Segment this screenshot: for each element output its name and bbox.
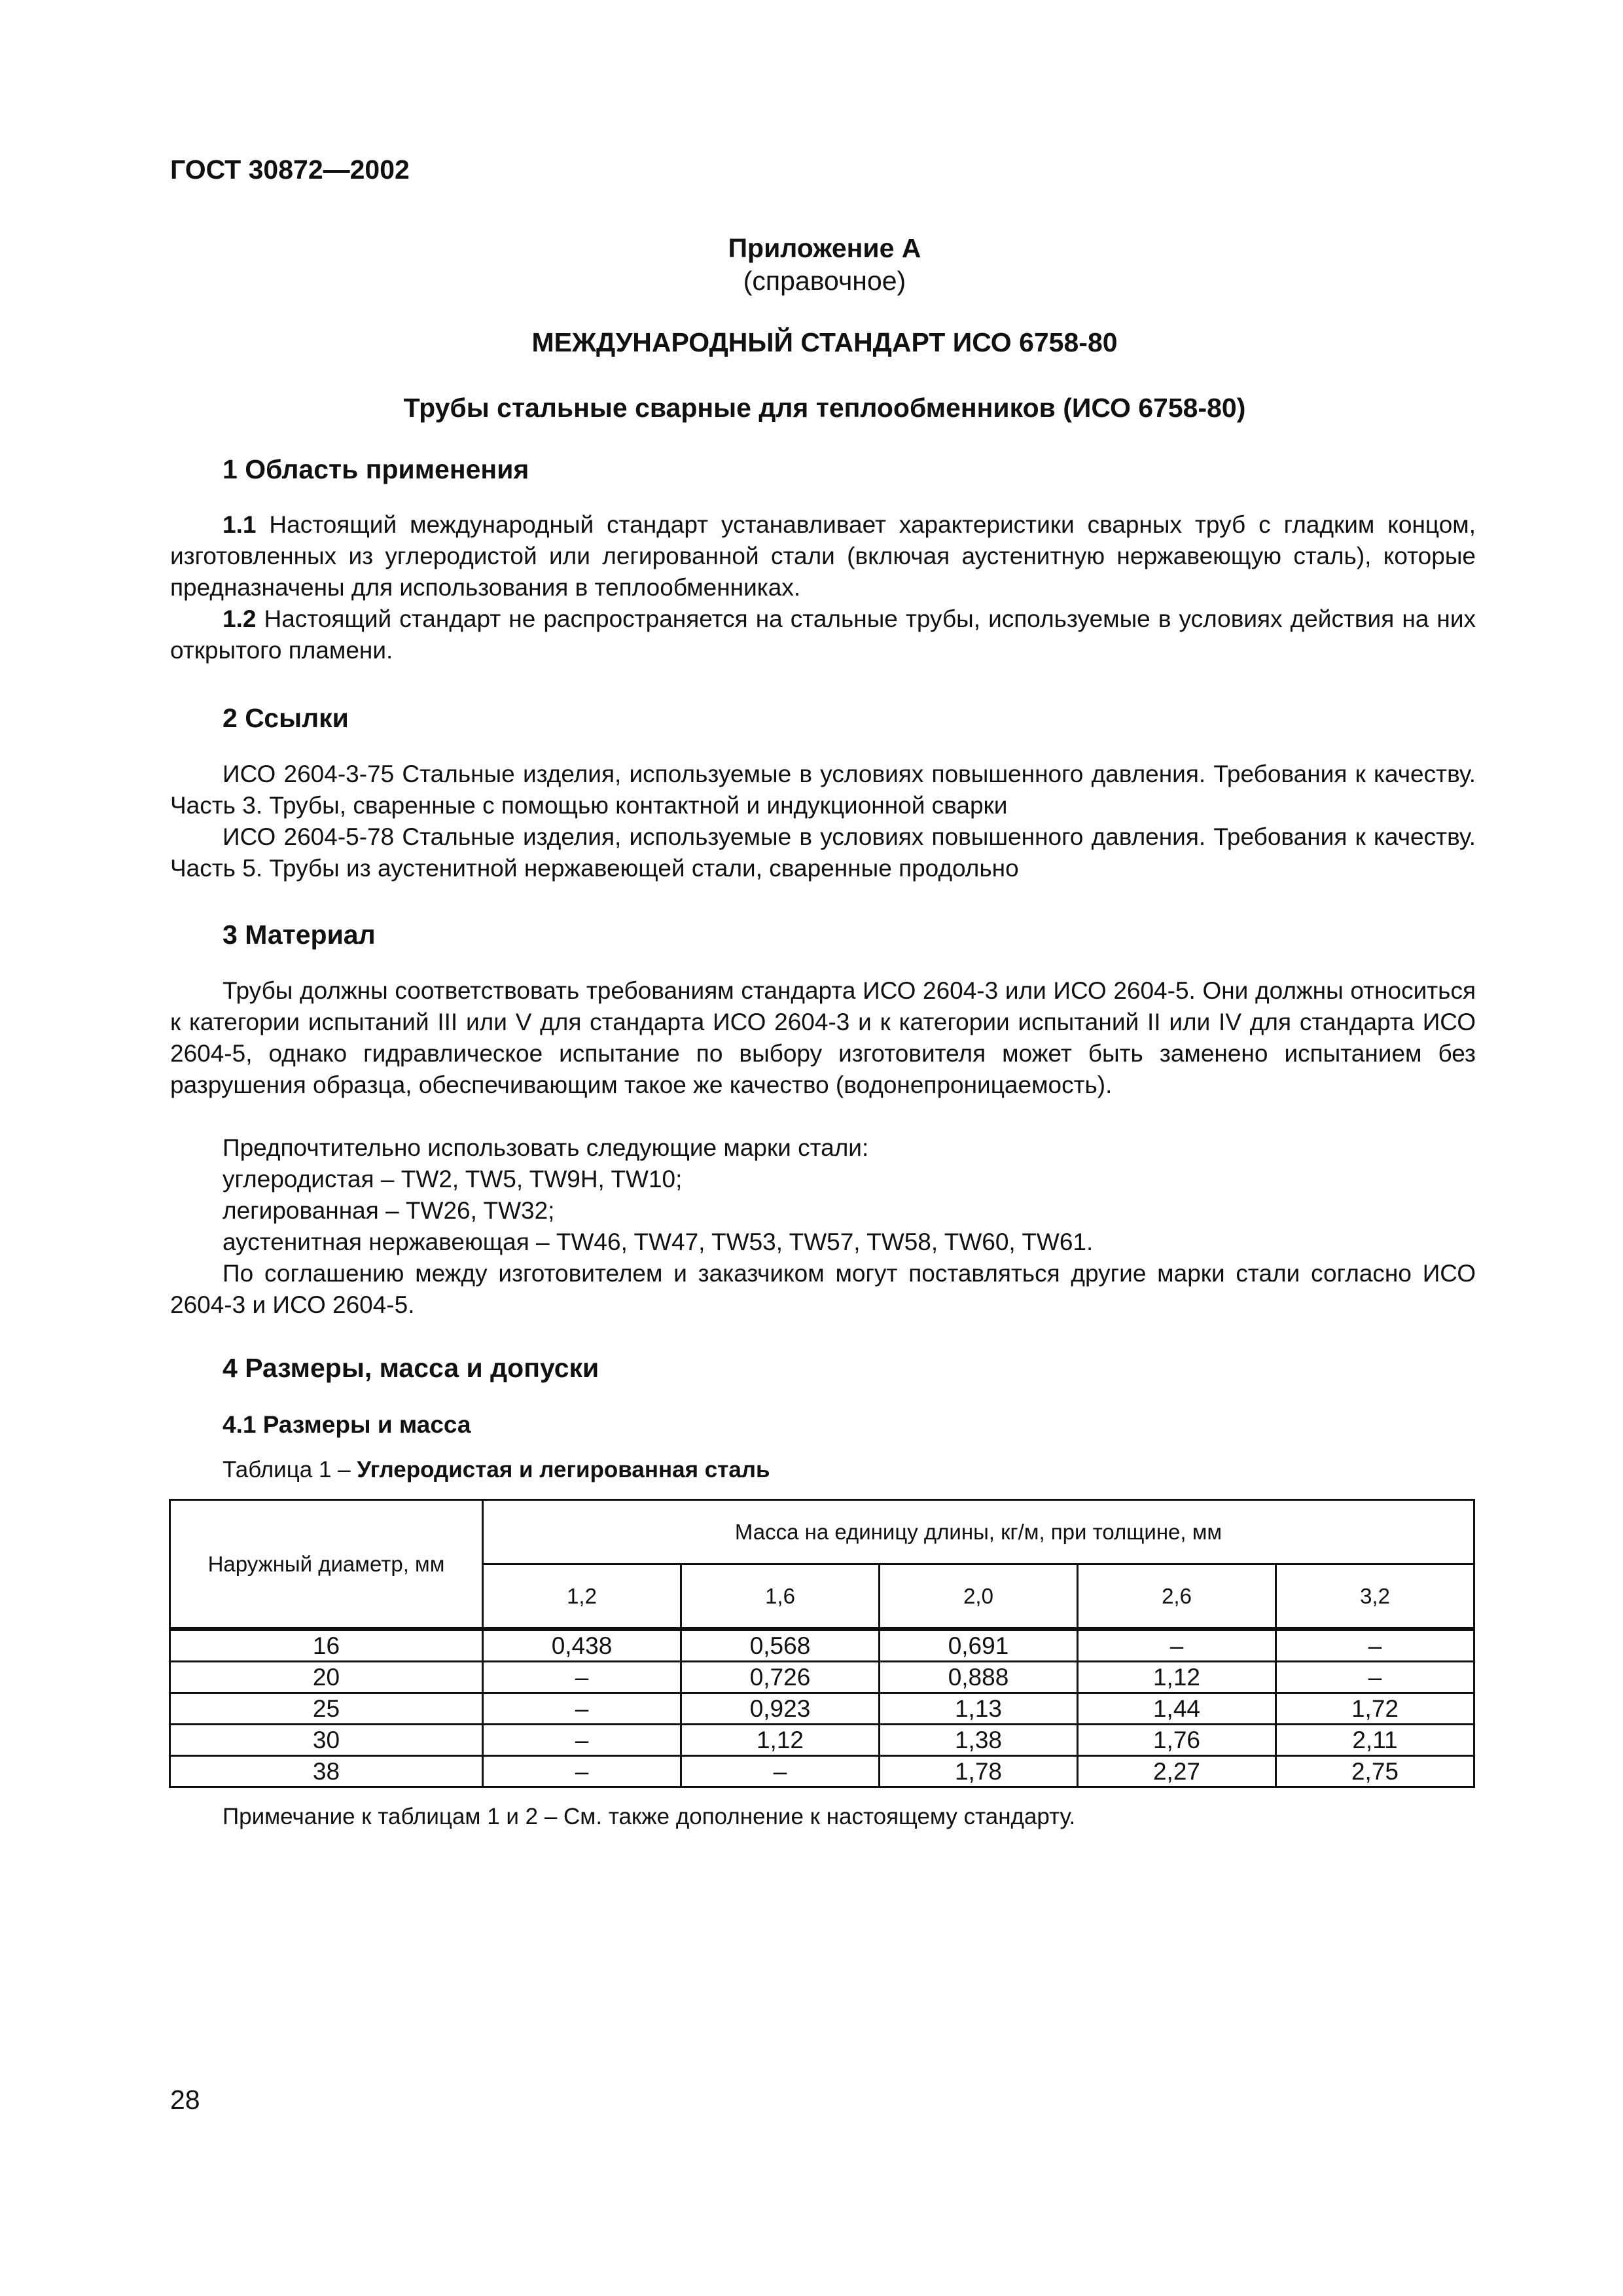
subsection-4-1-heading: 4.1 Размеры и масса [223,1411,471,1438]
standard-heading: МЕЖДУНАРОДНЫЙ СТАНДАРТ ИСО 6758-80 [531,327,1118,357]
table-cell: – [681,1756,880,1787]
table-cell: 0,691 [880,1629,1078,1662]
table-cell: 38 [170,1756,483,1787]
steel-grades-alloy: легированная – TW26, TW32; [223,1197,555,1224]
table-cell: 1,44 [1078,1693,1276,1725]
paragraph-1-1 [170,509,1476,603]
table-cell: – [483,1693,681,1725]
clause-text: Настоящий стандарт не распространяется на стальные трубы, используемые в условиях действия на них открытого пламени. [170,605,1476,664]
table-caption-title: Углеродистая и легированная сталь [357,1457,770,1482]
agreement-paragraph: По соглашению между изготовителем и заказчиком могут поставляться другие марки стали согласно ИСО 2604-3 и ИСО 2604-5. [170,1260,1476,1318]
appendix-title: Приложение А [728,233,921,263]
table-cell: 0,923 [681,1693,880,1725]
header-thickness: 1,2 [483,1564,681,1630]
table-cell: 16 [170,1629,483,1662]
table-cell: 0,888 [880,1662,1078,1693]
clause-number: 1.1 [223,511,257,538]
appendix-subtitle: (справочное) [743,266,906,296]
table-cell: 1,38 [880,1725,1078,1756]
table-cell: 1,76 [1078,1725,1276,1756]
section-1-heading: 1 Область применения [223,454,529,484]
steel-grades-austenitic: аустенитная нержавеющая – TW46, TW47, TW53, TW57, TW58, TW60, TW61. [223,1229,1094,1255]
table-note: Примечание к таблицам 1 и 2 – См. также дополнение к настоящему стандарту. [223,1804,1076,1829]
table-cell: – [1276,1629,1474,1662]
table-cell: – [483,1662,681,1693]
table-row [170,1756,1474,1787]
table-cell: 1,78 [880,1756,1078,1787]
document-code: ГОСТ 30872—2002 [170,154,410,185]
table-cell: 1,12 [1078,1662,1276,1693]
header-outer-diameter: Наружный диаметр, мм [170,1500,483,1630]
section-2-heading: 2 Ссылки [223,703,349,733]
table-row [170,1725,1474,1756]
page-number: 28 [170,2085,200,2115]
header-thickness: 2,0 [880,1564,1078,1630]
table-cell: 30 [170,1725,483,1756]
table-cell: 1,72 [1276,1693,1474,1725]
table-row [170,1662,1474,1693]
table-cell: 1,13 [880,1693,1078,1725]
section-4-heading: 4 Размеры, масса и допуски [223,1353,599,1383]
table-row [170,1629,1474,1662]
table-cell: – [1276,1662,1474,1693]
table-cell: – [483,1756,681,1787]
table-cell: 0,568 [681,1629,880,1662]
table-cell: 2,75 [1276,1756,1474,1787]
material-paragraph: Трубы должны соответствовать требованиям стандарта ИСО 2604-3 или ИСО 2604-5. Они должны относиться к категории испытаний III или V для стандарта ИСО 2604-3 и к категории испытаний II или IV для стандарта ИСО 2604-5, однако гидравлическое испытание по выбору изготовителя может быть заменено испытанием без разрушения образца, обеспечивающим такое же качество (водонепроницаемость). [170,977,1476,1098]
clause-text: Настоящий международный стандарт устанавливает характеристики сварных труб с гладким концом, изготовленных из углеродистой или легированной стали (включая аустенитную нержавеющую сталь), которые предназначены для использования в теплообменниках. [170,511,1476,601]
reference-2: ИСО 2604-5-78 Стальные изделия, используемые в условиях повышенного давления. Требования к качеству. Часть 5. Трубы из аустенитной нержавеющей стали, сваренные продольно [170,823,1476,882]
table-cell: – [483,1725,681,1756]
document-title: Трубы стальные сварные для теплообменников (ИСО 6758-80) [403,393,1246,423]
header-mass: Масса на единицу длины, кг/м, при толщине, мм [483,1500,1474,1564]
header-thickness: 1,6 [681,1564,880,1630]
table-row [170,1693,1474,1725]
table-cell: 2,27 [1078,1756,1276,1787]
reference-1: ИСО 2604-3-75 Стальные изделия, используемые в условиях повышенного давления. Требования к качеству. Часть 3. Трубы, сваренные с помощью контактной и индукционной сварки [170,761,1476,819]
mass-table [169,1499,1475,1788]
clause-number: 1.2 [223,605,257,632]
table-cell: 0,726 [681,1662,880,1693]
table-cell: – [1078,1629,1276,1662]
steel-grades-intro: Предпочтительно использовать следующие марки стали: [223,1134,869,1161]
steel-grades-carbon: углеродистая – TW2, TW5, TW9H, TW10; [223,1166,683,1193]
table-cell: 20 [170,1662,483,1693]
table-cell: 25 [170,1693,483,1725]
header-thickness: 2,6 [1078,1564,1276,1630]
table-cell: 0,438 [483,1629,681,1662]
section-3-heading: 3 Материал [223,920,376,950]
table-cell: 1,12 [681,1725,880,1756]
paragraph-1-2 [170,603,1476,666]
header-thickness: 3,2 [1276,1564,1474,1630]
table-caption [223,1457,770,1483]
table-caption-prefix: Таблица 1 – [223,1457,357,1482]
table-cell: 2,11 [1276,1725,1474,1756]
